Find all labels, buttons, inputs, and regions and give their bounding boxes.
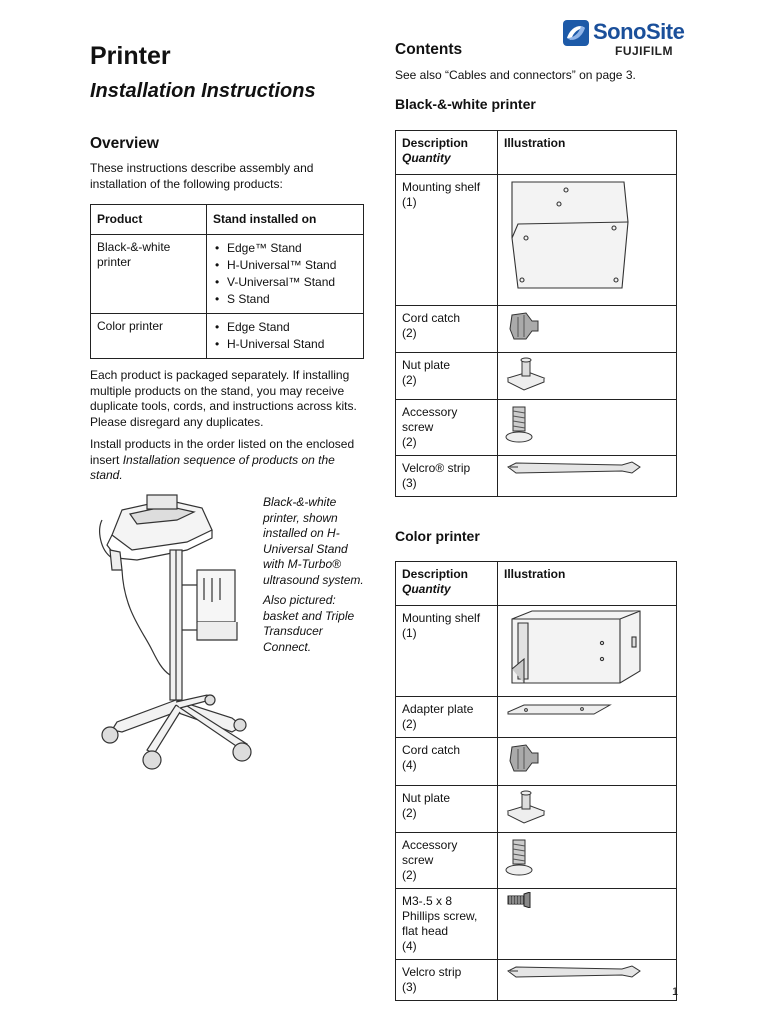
stand-list [213,319,357,353]
item-qty: (2) [402,325,417,340]
accessory-screw-icon [504,403,534,447]
illustration-header: Illustration [498,130,677,174]
item-qty: (3) [402,979,417,994]
item-desc: Accessory screw [402,404,458,434]
stand-item: • V-Universal™ Stand [213,274,357,291]
bw-printer-heading: Black-&-white printer [395,95,536,112]
phillips-screw-icon [504,892,534,908]
table-row [396,605,677,696]
stand-item: • Edge Stand [213,319,357,336]
item-desc: Adapter plate [402,701,474,716]
quantity-header: Quantity [402,581,451,596]
logo-brand: SonoSite [593,19,685,44]
item-desc: Mounting shelf [402,610,481,625]
contents-heading: Contents [395,41,463,58]
color-contents-table [395,561,677,1001]
item-qty: (3) [402,475,417,490]
nut-plate-icon [504,356,548,392]
table-row [396,696,677,737]
table-row [396,399,677,455]
item-qty: (1) [402,625,417,640]
table-row [396,832,677,888]
product-cell: Black-&-white printer [91,235,207,314]
item-desc: Accessory screw [402,837,458,867]
item-desc: Cord catch [402,742,461,757]
stand-col-header: Stand installed on [207,205,364,235]
stand-item: • Edge™ Stand [213,240,357,257]
overview-heading: Overview [90,135,159,152]
color-mounting-shelf-icon [504,609,644,689]
table-row [396,352,677,399]
table-row [396,455,677,496]
printer-stand-illustration [92,490,257,775]
cord-catch-icon [504,741,544,777]
table-row [396,959,677,1000]
cord-catch-icon [504,309,544,345]
description-header: Description Quantity [396,561,498,605]
table-row [396,785,677,832]
description-header: Description Quantity [396,130,498,174]
item-desc: M3-.5 x 8 Phillips screw, flat head [402,893,478,938]
item-qty: (4) [402,938,417,953]
item-qty: (2) [402,805,417,820]
figure-caption [263,495,368,655]
see-also-text: See also “Cables and connectors” on page 3. [395,68,636,82]
overview-intro: These instructions describe assembly and installation of the following products: [90,161,314,191]
color-printer-heading: Color printer [395,527,480,544]
logo-sub: FUJIFILM [615,44,673,58]
product-table [90,204,364,359]
illustration-header: Illustration [498,561,677,605]
stand-list [213,240,357,308]
table-row [396,174,677,305]
item-desc: Nut plate [402,790,451,805]
item-desc: Velcro® strip [402,460,471,475]
mounting-shelf-icon [504,178,634,298]
item-qty: (2) [402,434,417,449]
item-qty: (4) [402,757,417,772]
table-row [91,314,364,359]
table-row [91,235,364,314]
table-row [396,737,677,785]
velcro-strip-icon [504,459,644,481]
accessory-screw-icon [504,836,534,880]
item-qty: (2) [402,716,417,731]
stand-item: • H-Universal™ Stand [213,257,357,274]
item-qty: (1) [402,194,417,209]
page-title: Printer [90,42,171,70]
item-desc: Nut plate [402,357,451,372]
velcro-strip-icon [504,963,644,985]
install-sequence-title: Installation sequence of products on the stand. [90,452,335,482]
item-qty: (2) [402,372,417,387]
page-subtitle: Installation Instructions [90,80,316,102]
quantity-header: Quantity [402,150,451,165]
item-desc: Mounting shelf [402,179,481,194]
product-col-header: Product [91,205,207,235]
item-desc: Velcro strip [402,964,462,979]
stand-item: • H-Universal Stand [213,336,357,353]
page-number: 1 [672,986,679,998]
caption-line-1: Black-&-white printer, shown installed on H-Universal Stand with M-Turbo® ultrasound system. [263,495,364,587]
product-cell: Color printer [91,314,207,359]
table-row [396,888,677,959]
item-qty: (2) [402,867,417,882]
bw-contents-table [395,130,677,497]
table-row [396,305,677,352]
install-order-paragraph: Install products in the order listed on the enclosed insert Installation sequence of products on the stand. [90,437,355,482]
item-desc: Cord catch [402,310,461,325]
adapter-plate-icon [504,700,614,720]
duplicates-paragraph: Each product is packaged separately. If installing multiple products on the stand, you may receive duplicate tools, cords, and instructions across kits. Please disregard any duplicates. [90,368,357,429]
caption-line-2: Also pictured: basket and Triple Transducer Connect. [263,593,355,654]
nut-plate-icon [504,789,548,825]
stand-item: • S Stand [213,291,357,308]
